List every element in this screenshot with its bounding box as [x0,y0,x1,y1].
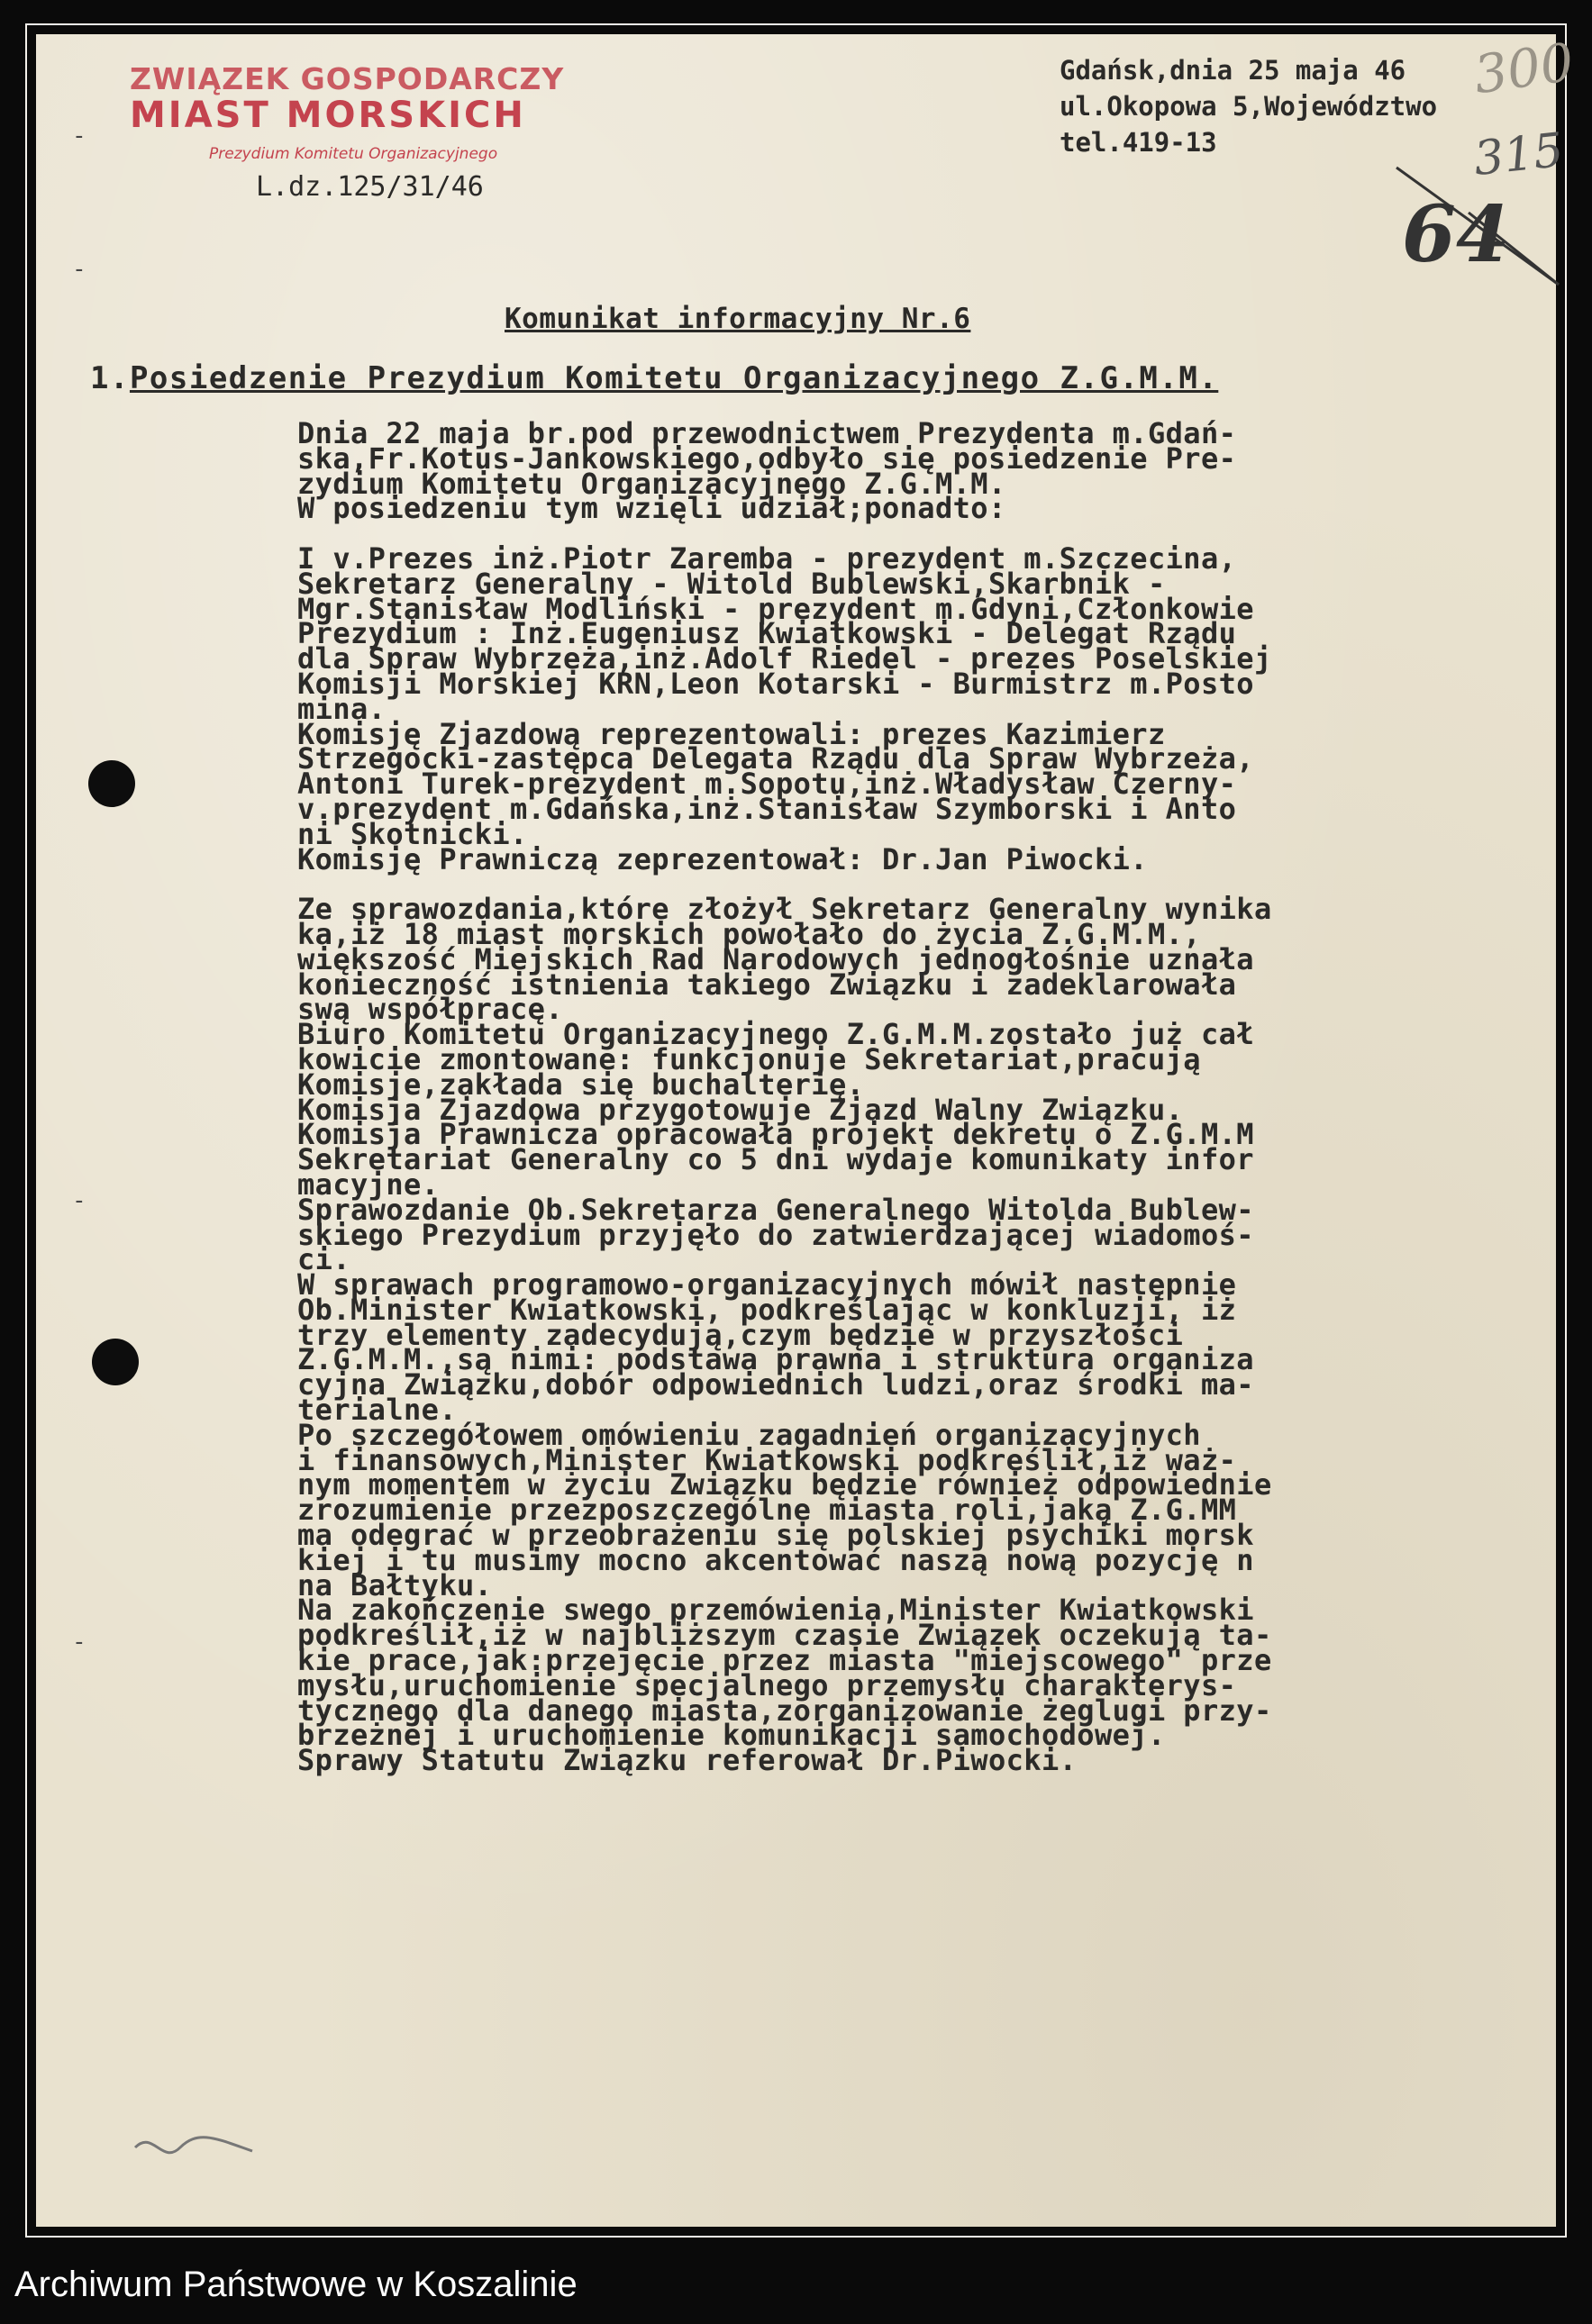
body-line: kiej i tu musimy mocno akcentować naszą nową pozycję n [297,1542,1254,1577]
body-line: Antoni Turek-prezydent m.Sopotu,inż.Władysław Czerny- [297,767,1237,802]
body-line: kie prace,jak:przejęcie przez miasta "miejscowego" prze [297,1643,1272,1678]
body-line: tycznego dla danego miasta,zorganizowanie żeglugi przy- [297,1693,1272,1728]
body-line: nym momentem w życiu Związku będzie również odpowiednie [297,1467,1272,1502]
body-line: Sekretariat Generalny co 5 dni wydaje komunikaty infor [297,1142,1254,1177]
body-line: Komisje,zakłada się buchalterię. [297,1067,865,1102]
body-line: ska,Fr.Kotus-Jankowskiego,odbyło się posiedzenie Pre- [297,440,1237,476]
body-line: brzeżnej i uruchomienie komunikacji samochodowej. [297,1718,1166,1753]
body-line: macyjne. [297,1167,440,1202]
body-line: Sprawozdanie Ob.Sekretarza Generalnego Witolda Bublew- [297,1192,1254,1227]
body-line: większość Miejskich Rad Narodowych jednogłośnie uznała [297,941,1254,976]
margin-mark: - [72,1629,86,1656]
body-line: Ob.Minister Kwiatkowski, podkreślając w konkluzji, iż [297,1292,1237,1327]
body-line: Prezydium : Inż.Eugeniusz Kwiatkowski - Delegat Rządu [297,616,1237,651]
document-title: Komunikat informacyjny Nr.6 [505,303,971,335]
body-line: Po szczegółowem omówieniu zagadnień organizacyjnych [297,1417,1201,1452]
body-line: Mgr.Stanisław Modliński - prezydent m.Gdyni,Członkowie [297,591,1254,626]
body-line: Biuro Komitetu Organizacyjnego Z.G.M.M.zostało już cał [297,1017,1254,1052]
handwritten-number-mid: 315 [1471,123,1567,187]
margin-mark: - [72,1187,86,1214]
body-line: Komisja Zjazdowa przygotowuje Zjazd Walny Związku. [297,1092,1184,1127]
body-line: I v.Prezes inż.Piotr Zaremba - prezydent m.Szczecina, [297,540,1237,576]
body-line: Komisja Prawnicza opracowała projekt dekretu o Z.G.M.M [297,1117,1254,1152]
body-line: Dnia 22 maja br.pod przewodnictwem Prezydenta m.Gdań- [297,416,1237,450]
body-line: terialne. [297,1393,457,1428]
body-line: Na zakończenie swego przemówienia,Minister Kwiatkowski [297,1593,1254,1628]
body-line: mysłu,uruchomienie specjalnego przemysłu charakterys- [297,1667,1237,1702]
margin-mark: - [72,123,86,150]
body-line: trzy elementy zadecydują,czym będzie w przyszłości [297,1317,1184,1352]
section-heading [90,360,1218,396]
body-line: Sekretarz Generalny - Witold Bublewski,Skarbnik - [297,566,1166,601]
document-page [36,31,1578,2227]
address: ul.Okopowa 5,Województwo [1060,91,1438,122]
phone: tel.419-13 [1060,127,1217,158]
body-line: konieczność istnienia takiego Związku i zadeklarowała [297,967,1237,1002]
stamp-line-1: ZWIĄZEK GOSPODARCZY [130,61,565,96]
document-body [297,416,1577,1778]
place-date: Gdańsk,dnia 25 maja 46 [1060,55,1406,86]
punch-hole-bottom [92,1339,139,1385]
archive-name: Archiwum Państwowe w Koszalinie [14,2265,578,2304]
body-line: Ze sprawozdania,które złożył Sekretarz Generalny wynika [297,892,1272,927]
body-line: W sprawach programowo-organizacyjnych mówił następnie [297,1267,1237,1303]
handwritten-number-big: 64 [1402,189,1510,280]
margin-mark: - [72,256,86,283]
body-line: cyjna Związku,dobór odpowiednich ludzi,oraz środki ma- [297,1367,1254,1403]
punch-hole-top [88,760,135,807]
body-line: na Bałtyku. [297,1567,493,1602]
body-line: skiego Prezydium przyjęło do zatwierdzającej wiadomoś- [297,1217,1254,1252]
body-line: Z.G.M.M.,są nimi: podstawa prawna i struktura organiza [297,1342,1254,1377]
body-line: zrozumienie przezposzczególne miasta roli,jaką Z.G.MM [297,1493,1237,1528]
body-line: dla Spraw Wybrzeża,inż.Adolf Riedel - prezes Poselskiej [297,641,1272,676]
section-number: 1. [90,360,130,396]
body-line: ci. [297,1242,350,1277]
body-line: Komisję Prawniczą zeprezentował: Dr.Jan Piwocki. [297,841,1148,876]
organization-stamp [130,61,564,163]
body-line: W posiedzeniu tym wzięli udział;ponadto: [297,491,1006,526]
body-line: swą współpracę. [297,992,563,1027]
handwritten-initials [126,2120,261,2174]
body-line: v.prezydent m.Gdańska,inż.Stanisław Szymborski i Anto [297,791,1237,826]
body-line: Sprawy Statutu Związku referował Dr.Piwocki. [297,1743,1078,1778]
stamp-line-3: Prezydium Komitetu Organizacyjnego [209,145,498,163]
body-line: podkreślił,iż w najbliższym czasie Związek oczekują ta- [297,1618,1272,1653]
body-line: ma odegrać w przeobrażeniu się polskiej psychiki morsk [297,1518,1254,1553]
body-line: zydium Komitetu Organizacyjnego Z.G.M.M. [297,466,1006,501]
place-date-address [1060,52,1437,160]
body-line: Komisji Morskiej KRN,Leon Kotarski - Burmistrz m.Posto [297,666,1254,701]
body-line: mina. [297,691,387,726]
archive-footer [0,2248,1592,2324]
stamp-line-2: MIAST MORSKICH [130,95,526,136]
body-line: Strzegocki-zastępca Delegata Rządu dla Spraw Wybrzeża, [297,741,1254,776]
reference-number: L.dz.125/31/46 [256,171,484,203]
body-line: ka,iż 18 miast morskich powołało do życia Z.G.M.M., [297,916,1201,951]
body-line: kowicie zmontowane: funkcjonuje Sekretariat,pracują [297,1041,1201,1076]
body-line: i finansowych,Minister Kwiatkowski podkreślił,iż waż- [297,1442,1237,1477]
body-line: Komisję Zjazdową reprezentowali: prezes Kazimierz [297,716,1166,751]
body-line: ni Skotnicki. [297,816,528,851]
handwritten-number-top: 300 [1469,31,1578,106]
section-title: Posiedzenie Prezydium Komitetu Organizacyjnego Z.G.M.M. [129,360,1219,396]
